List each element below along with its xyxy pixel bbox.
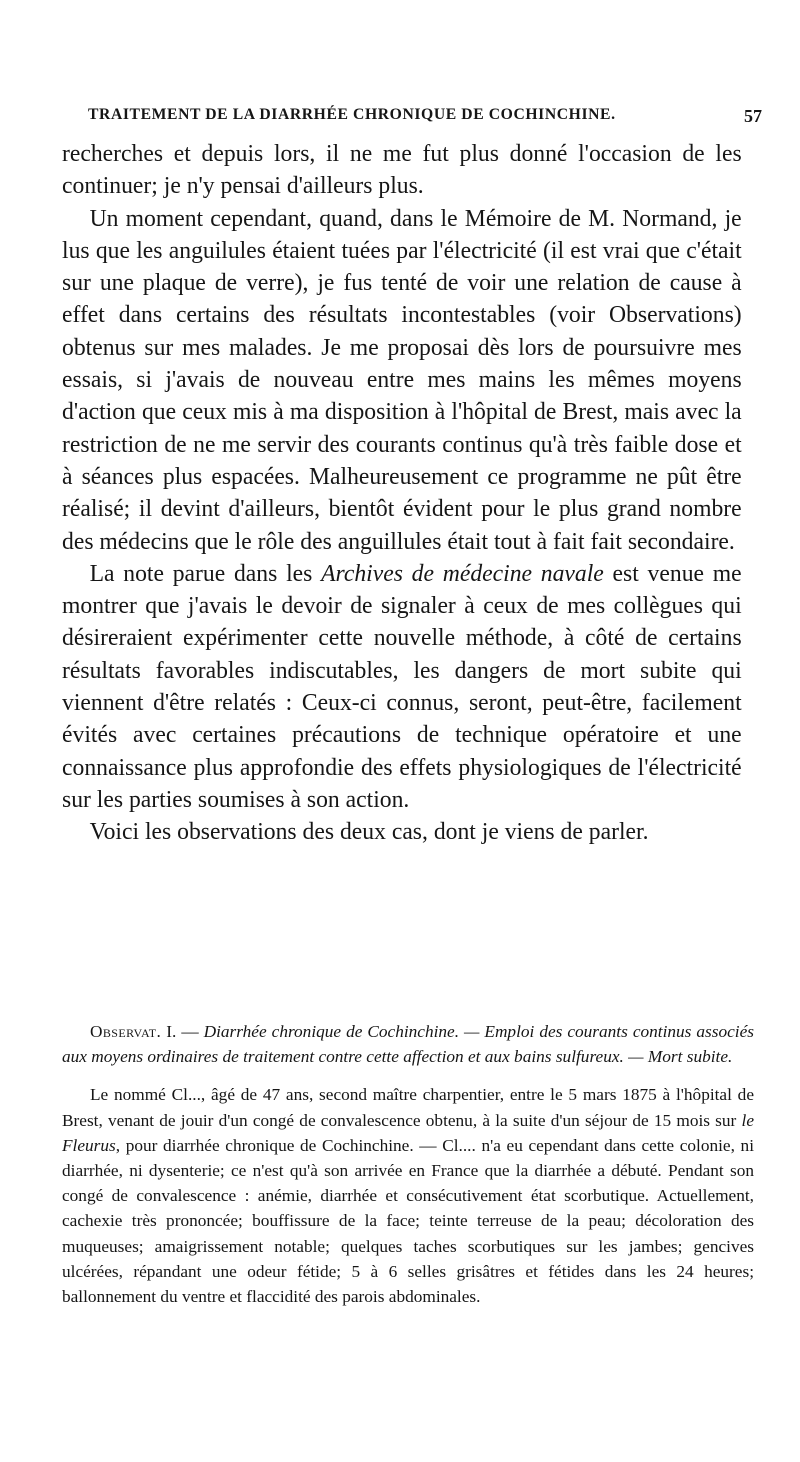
- main-text: [62, 138, 742, 849]
- paragraph-3-after: est venue me montrer que j'avais le devoir de signaler à ceux de mes collègues qui désireraient expérimenter cette nouvelle méthode, à côté de certains résultats favorables indiscutables, les dangers de mort subite qui viennent d'être relatés : Ceux-ci connus, seront, peut-être, facilement évités avec certaines précautions de technique opératoire et une connaissance plus approfondie des effets physiologiques de l'électricité sur les parties soumises à son action.: [62, 560, 742, 813]
- observation-text-after: , pour diarrhée chronique de Cochinchine. — Cl.... n'a eu cependant dans cette colonie, ni diarrhée, ni dysenterie; ce n'est qu'à son arrivée en France que la diarrhée a débuté. Pendant son congé de convalescence : anémie, diarrhée et consécutivement état scorbutique. Actuellement, cachexie très prononcée; bouffissure de la face; teinte terreuse de la peau; décoloration des muqueuses; amaigrissement notable; quelques taches scorbutiques sur les jambes; gencives ulcérées, répandant une odeur fétide; 5 à 6 selles grisâtres et fétides dans les 24 heures; ballonnement du ventre et flaccidité des parois abdominales.: [62, 1135, 754, 1307]
- paragraph-2: Un moment cependant, quand, dans le Mémoire de M. Normand, je lus que les anguilules étaient tuées par l'électricité (il est vrai que c'était sur une plaque de verre), je fus tenté de voir une relation de cause à effet dans certains des résultats incontestables (voir Observations) obtenus sur mes malades. Je me proposai dès lors de poursuivre mes essais, si j'avais de nouveau entre mes mains les mêmes moyens d'action que ceux mis à ma disposition à l'hôpital de Brest, mais avec la restriction de ne me servir des courants continus qu'à très faible dose et à séances plus espacées. Malheureusement ce programme ne pût être réalisé; il devint d'ailleurs, bientôt évident pour le plus grand nombre des médecins que le rôle des anguillules était tout à fait fait secondaire.: [62, 205, 742, 555]
- paragraph-1: recherches et depuis lors, il ne me fut plus donné l'occasion de les continuer; je n'y pensai d'ailleurs plus.: [62, 141, 742, 200]
- running-title: TRAITEMENT DE LA DIARRHÉE CHRONIQUE DE COCHINCHINE.: [88, 106, 616, 123]
- running-head: [62, 106, 762, 132]
- journal-title: Archives de médecine navale: [321, 560, 604, 587]
- observation-number: I. —: [166, 1022, 199, 1041]
- paragraph-4: Voici les observations des deux cas, dont je viens de parler.: [89, 819, 649, 846]
- observation-text-before: Le nommé Cl..., âgé de 47 ans, second maître charpentier, entre le 5 mars 1875 à l'hôpital de Brest, venant de jouir d'un congé de convalescence obtenu, à la suite d'un séjour de 15 mois sur: [62, 1085, 754, 1130]
- observation-label: Observat.: [90, 1022, 162, 1041]
- observation-heading: [62, 1019, 754, 1069]
- page-number: 57: [744, 106, 762, 126]
- ship-name: le Fleurus: [62, 1110, 754, 1155]
- paragraph-3: [62, 558, 742, 816]
- observation-text: [62, 1082, 754, 1309]
- paragraph-3-before: La note parue dans les: [89, 560, 322, 587]
- observation-title: Diarrhée chronique de Cochinchine. — Emploi des courants continus associés aux moyens ordinaires de traitement contre cette affection et aux bains sulfureux. — Mort subite.: [62, 1022, 754, 1067]
- observation-section: [62, 1019, 754, 1309]
